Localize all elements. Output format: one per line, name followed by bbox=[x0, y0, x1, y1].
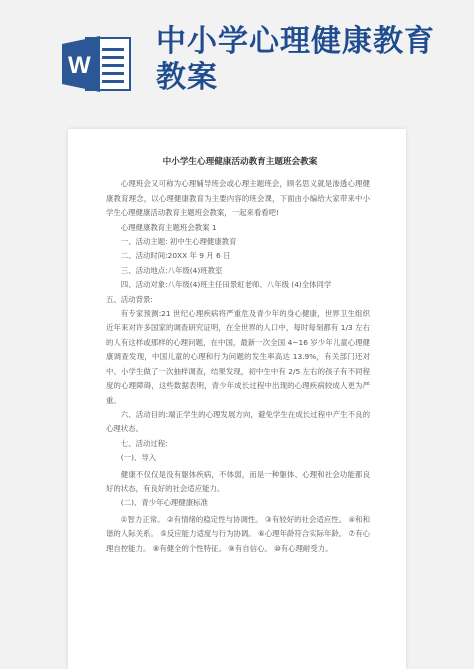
document-page bbox=[68, 129, 406, 669]
activity-process-label: 七、活动过程: bbox=[120, 438, 168, 448]
section-intro-label: (一)、导入 bbox=[120, 453, 157, 463]
lesson-plan-label: 心理健康教育主题班会教案 1 bbox=[120, 222, 217, 232]
activity-location: 三、活动地点:八年级(4)班教室 bbox=[120, 265, 223, 275]
word-icon-letter: W bbox=[68, 52, 91, 79]
activity-target: 四、活动对象:八年级(4)班主任田景虹老师、八年级 (4)全体同学 bbox=[120, 280, 332, 290]
health-definition-paragraph: 健康不仅仅是没有躯体疾病，不体弱，而是一种躯体、心理和社会功能都良好的状态，有良好的社会适应能力。 bbox=[106, 469, 370, 493]
document-heading: 中小学生心理健康活动教育主题班会教案 bbox=[162, 157, 318, 167]
page-header bbox=[0, 0, 474, 120]
standards-list-paragraph: ①智力正常。 ②有情绪的稳定性与协调性。 ③有较好的社会适应性。 ④和和谐的人际关系。 ⑤反应能力适度与行为协调。 ⑥心理年龄符合实际年龄。 ⑦有心理自控能力。 ⑧有健全的个性特征。 ⑨有自信心。 ⑩有心理耐受力。 bbox=[106, 514, 370, 553]
activity-time: 二、活动时间:20XX 年 9 月 6 日 bbox=[120, 251, 231, 261]
activity-background-label: 五、活动背景: bbox=[106, 294, 153, 304]
section-standards-label: (二)、青少年心理健康标准 bbox=[120, 498, 208, 508]
word-document-icon bbox=[60, 34, 134, 94]
background-paragraph: 有专家预测:21 世纪心理疾病将严重危及青少年的身心健康，世界卫生组织近年来对许多国家的调查研究证明，在全世界的人口中，每时每刻都有 1/3 左右的人有这样或那样的心理问题，在中国，最新一次全国 4~16 岁少年儿童心理健康调查发现，中国儿童的心理和行为问题的发生率高达 13.9%，有关部门还对中、小学生做了一次抽样调查，结果发现，初中生中有 2/5 左右的孩子有不同程度的心理障碍，这些数据表明，青少年成长过程中出现的心理疾病较成人更为严重。 bbox=[106, 309, 370, 405]
document-body bbox=[106, 155, 370, 556]
activity-purpose: 六、活动目的:端正学生的心理发展方向，避免学生在成长过程中产生不良的心理状态。 bbox=[106, 409, 370, 434]
page-title: 中小学心理健康教育教案 bbox=[156, 24, 435, 95]
intro-paragraph: 心理班会又可称为心理辅导班会或心理主题班会，顾名思义就是渗透心理健康教育理念，以心理健康教育为主要内容的班会课，下面由小编给大家带来中小学生心理健康活动教育主题班会教案，一起来看看吧! bbox=[106, 179, 370, 218]
activity-theme: 一、活动主题: 初中生心理健康教育 bbox=[120, 237, 237, 247]
